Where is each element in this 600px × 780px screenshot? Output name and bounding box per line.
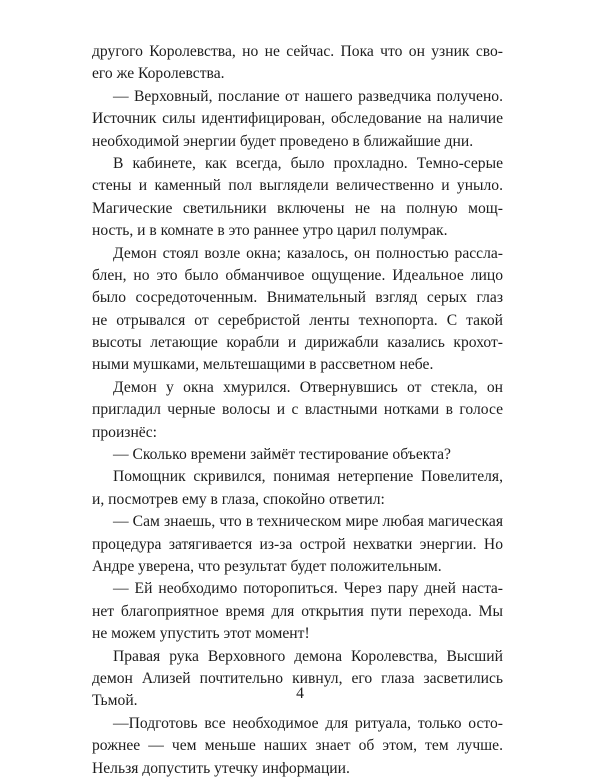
text-line: Андре уверена, что результат будет положительным. xyxy=(92,557,442,575)
text-line: Демон у окна хмурился. Отвернувшись от стекла, он xyxy=(113,378,503,396)
text-line: пригладил черные волосы и с властными нотками в голосе xyxy=(92,401,503,419)
text-line: Магические светильники включены не на полную мощ- xyxy=(92,199,503,217)
text-line: было сосредоточенным. Внимательный взгляд серых глаз xyxy=(92,289,503,307)
text-line: и, посмотрев ему в глаза, спокойно ответил: xyxy=(92,490,385,508)
text-line: — Сколько времени займёт тестирование объекта? xyxy=(113,446,451,464)
text-line: не можем упустить этот момент! xyxy=(92,625,310,643)
text-line: — Верховный, послание от нашего разведчика получено. xyxy=(113,87,503,105)
text-line: ность, и в комнате в это раннее утро царил полумрак. xyxy=(92,222,448,240)
text-line: нет благоприятное время для открытия пути перехода. Мы xyxy=(92,602,503,620)
text-line: — Ей необходимо поторопиться. Через пару дней настa- xyxy=(113,580,503,598)
text-line: процедура затягивается из-за острой нехватки энергии. Но xyxy=(92,535,503,553)
text-line: В кабинете, как всегда, было прохладно. Темно-серые xyxy=(113,154,503,172)
text-line: произнёс: xyxy=(92,423,157,441)
text-line: —Подготовь все необходимое для ритуала, только осто- xyxy=(113,714,503,732)
text-line: необходимой энергии будет проведено в ближайшие дни. xyxy=(92,132,474,150)
page-number: 4 xyxy=(296,685,304,702)
text-line: другого Королевства, но не сейчас. Пока что он узник сво- xyxy=(92,43,503,60)
text-line: высоты летающие корабли и дирижабли казались крохот- xyxy=(92,334,503,352)
text-line: демон Ализей почтительно кивнул, его глаза засветились xyxy=(92,669,503,687)
text-line: ными мушками, мельтешащими в рассветном небе. xyxy=(92,356,434,374)
text-line: — Сам знаешь, что в техническом мире любая магическая xyxy=(113,513,503,531)
text-line: Демон стоял возле окна; казалось, он полностью рассла- xyxy=(113,244,503,262)
text-line: рожнее — чем меньше наших знает об этом, тем лучше. xyxy=(92,737,503,755)
text-line: не отрывался от серебристой ленты технопорта. С такой xyxy=(92,311,503,329)
text-line: Помощник скривился, понимая нетерпение Повелителя, xyxy=(113,468,503,486)
text-line: Нельзя допустить утечку информации. xyxy=(92,759,350,777)
text-line: Правая рука Верховного демона Королевства, Высший xyxy=(113,647,503,665)
text-line: стены и каменный пол выглядели величественно и уныло. xyxy=(92,177,503,195)
text-line: его же Королевства. xyxy=(92,65,225,83)
text-line: блен, но это было обманчивое ощущение. Идеальное лицо xyxy=(92,266,503,284)
text-line: Источник силы идентифицирован, обследование на наличие xyxy=(92,110,503,128)
body-text xyxy=(92,41,503,780)
text-line: Тьмой. xyxy=(92,692,138,710)
